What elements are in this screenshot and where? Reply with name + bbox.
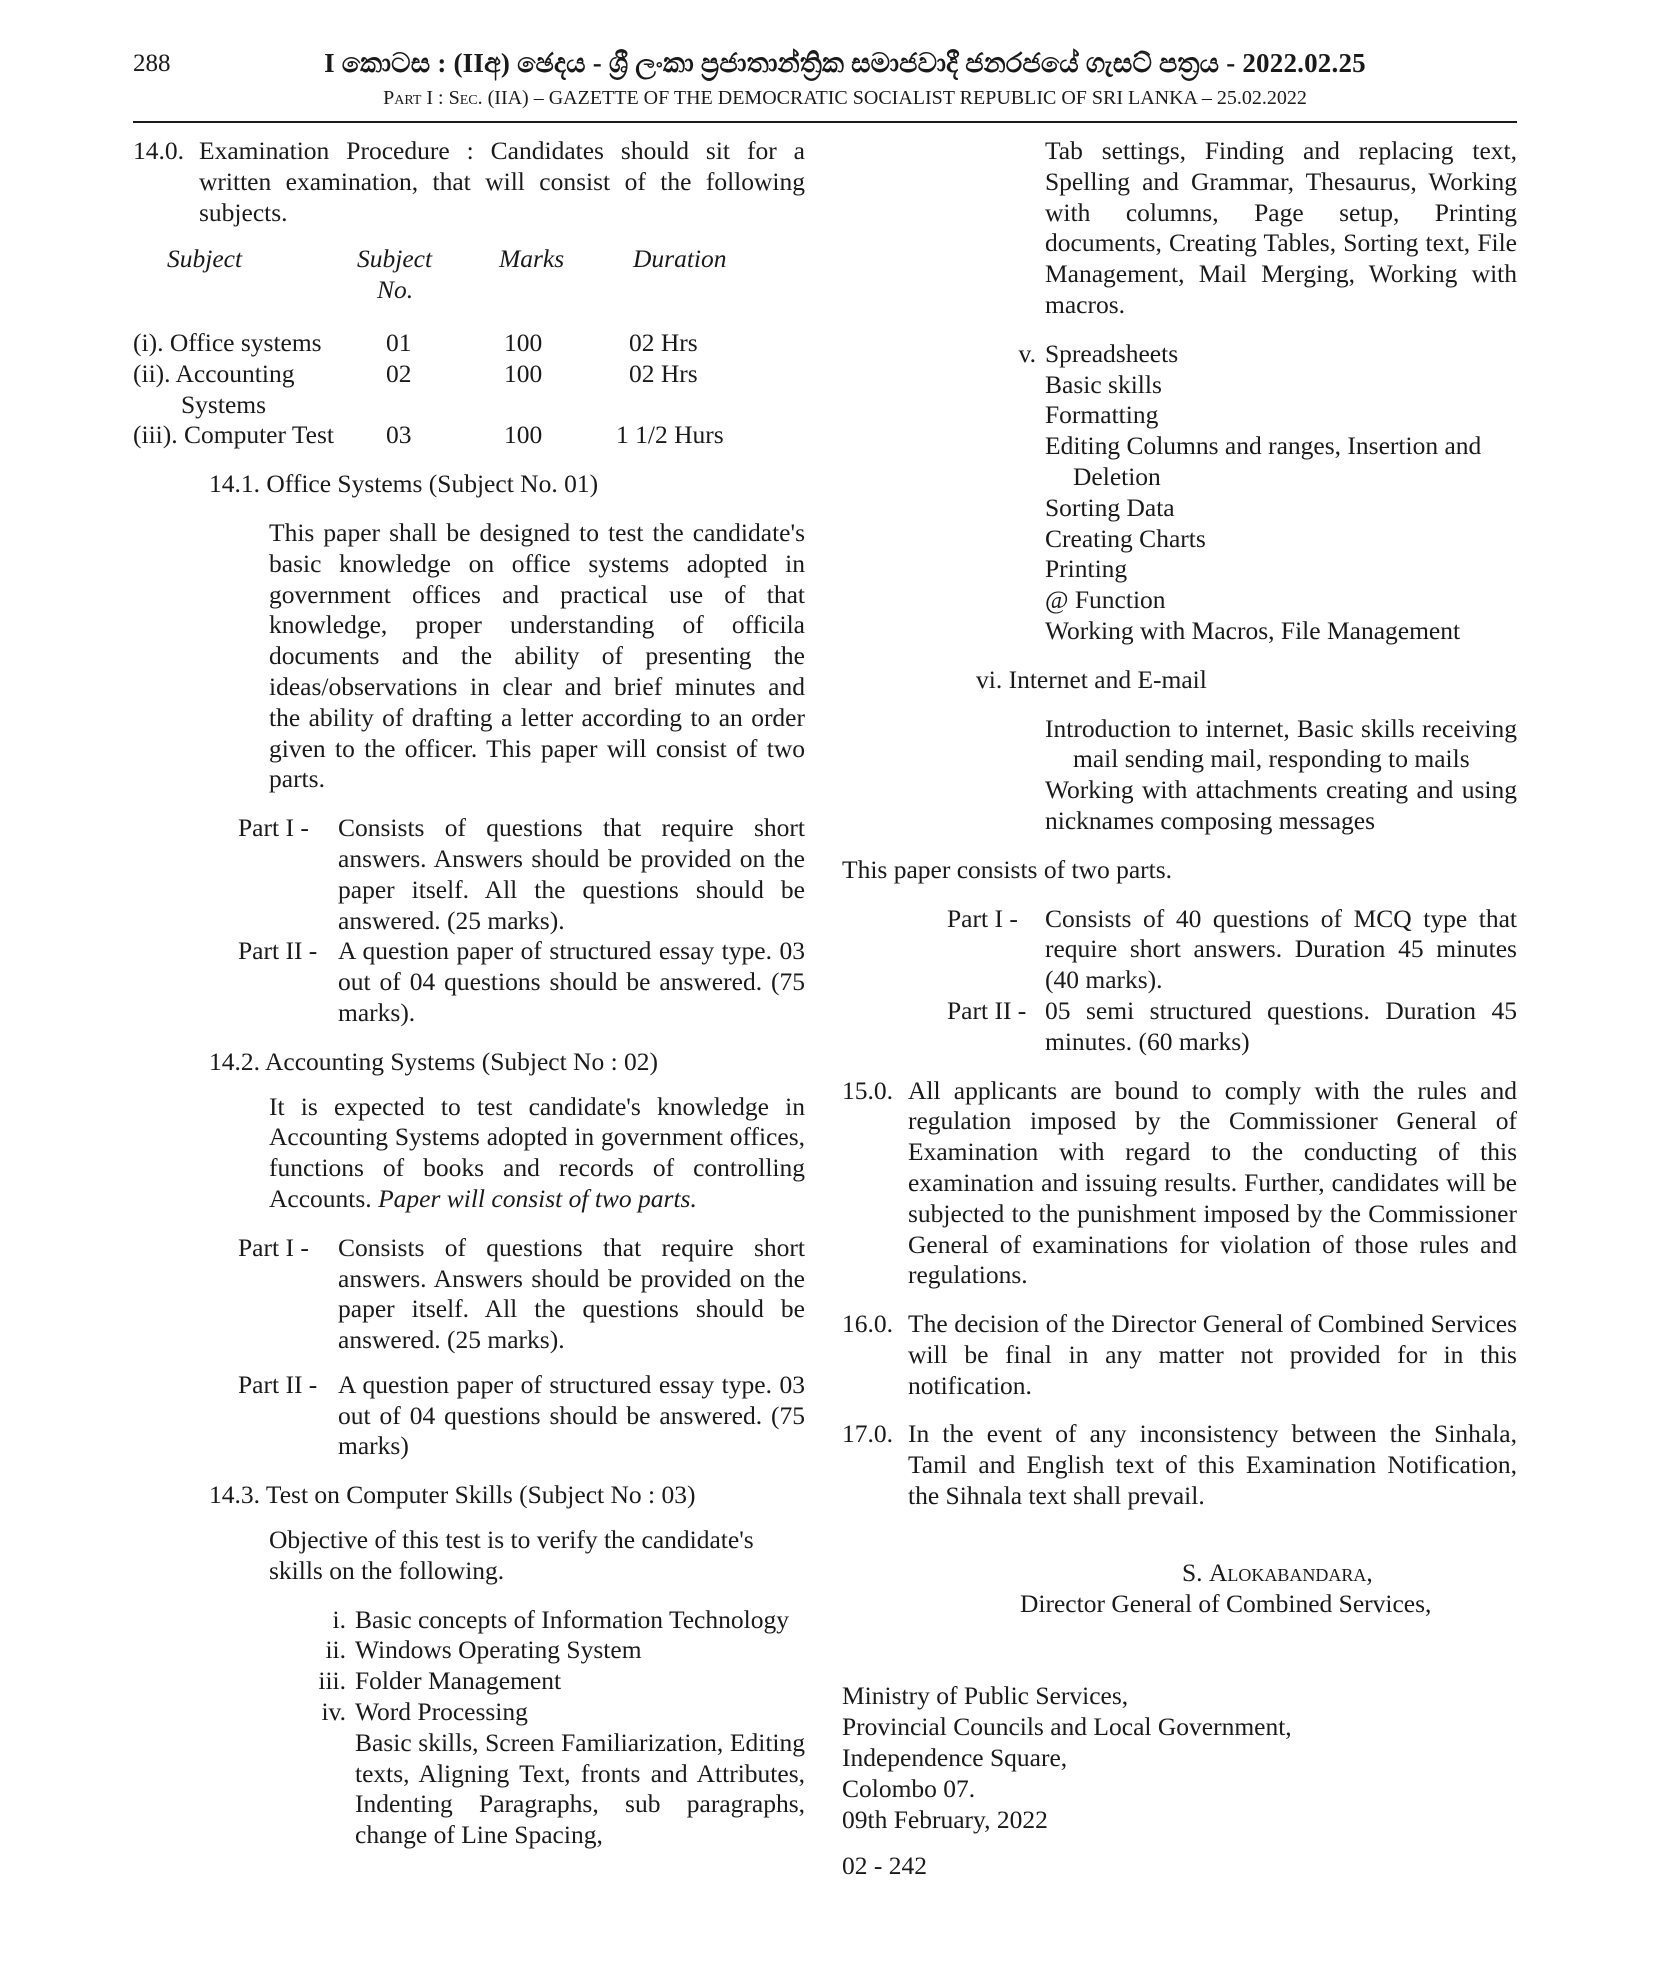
subsection-14-3-heading: 14.3. Test on Computer Skills (Subject No : 03) [209, 1480, 696, 1510]
address-line: Provincial Councils and Local Government, [842, 1712, 1292, 1742]
spreadsheet-topic: @ Function [1045, 585, 1166, 615]
section-16 [842, 1309, 1517, 1401]
cell-no: 01 [386, 327, 412, 357]
header-part-num: I : [421, 87, 449, 109]
cell-no: 02 [386, 358, 412, 388]
part-ii [238, 936, 805, 1028]
subsection-14-2-text-main: It is expected to test candidate's knowledge in Accounting Systems adopted in government offices, functions of books and records of controlling Accounts. [269, 1091, 805, 1213]
header-sec: Sec. [448, 87, 483, 109]
part-text: A question paper of structured essay type. 03 out of 04 questions should be answered. (75 marks) [338, 1369, 805, 1461]
internet-topic: Introduction to internet, Basic skills receiving mail sending mail, responding to mails [1045, 713, 1517, 774]
part-i [947, 904, 1517, 996]
list-item-text: Spreadsheets [1045, 338, 1179, 368]
section-text: The decision of the Director General of Combined Services will be final in any matter not provided for in this notification. [908, 1309, 1517, 1400]
cell-no: 03 [386, 420, 412, 450]
th-marks: Marks [499, 244, 565, 274]
subsection-14-1-heading: 14.1. Office Systems (Subject No. 01) [209, 469, 599, 499]
list-item-text: Word Processing [355, 1697, 528, 1727]
part-ii [238, 1370, 805, 1462]
table-row-continuation [133, 390, 805, 421]
subsection-14-3-text: Objective of this test is to verify the candidate's skills on the following. [269, 1525, 754, 1585]
address-line: Ministry of Public Services, [842, 1681, 1129, 1711]
page-number: 288 [133, 50, 171, 77]
word-processing-cont: Tab settings, Finding and replacing text, Spelling and Grammar, Thesaurus, Working with columns, Page setup, Printing documents, Creating Tables, Sorting text, File Management, Mail Merging, Working with macros. [1045, 136, 1517, 319]
list-item-number: i. [332, 1604, 346, 1634]
part-text: Consists of questions that require short answers. Answers should be provided on the paper itself. All the questions should be answered. (25 marks). [338, 1232, 805, 1355]
subsection-14-2-text [269, 1092, 805, 1215]
section-number: 17.0. [842, 1419, 893, 1449]
cell-subject-cont: Systems [181, 389, 267, 419]
cell-marks: 100 [504, 420, 543, 450]
address-block [842, 1681, 1517, 1835]
signatory-initial: S. [1182, 1557, 1209, 1587]
right-column [842, 136, 1517, 1882]
part-i [238, 813, 805, 936]
section-number: 15.0. [842, 1075, 893, 1105]
cell-subject: (ii). Accounting [133, 358, 295, 388]
header-part: Part [383, 87, 422, 109]
cell-subject: (iii). Computer Test [133, 420, 335, 450]
internet-email-heading: vi. Internet and E-mail [976, 664, 1207, 694]
list-item [288, 1666, 805, 1697]
signatory-title: Director General of Combined Services, [1020, 1588, 1432, 1618]
page-header [133, 44, 1517, 122]
section-number: 14.0. [133, 136, 184, 165]
internet-topic: Working with attachments creating and using nicknames composing messages [1045, 775, 1517, 835]
address-line: Independence Square, [842, 1743, 1068, 1773]
left-column [133, 136, 805, 1851]
list-item-number: ii. [325, 1635, 346, 1665]
th-subject-no-line1: Subject [357, 244, 433, 274]
section-14 [133, 136, 805, 228]
list-item-text: Basic concepts of Information Technology [355, 1604, 789, 1634]
cell-marks: 100 [504, 358, 543, 388]
header-subtitle [133, 87, 1517, 110]
list-item [288, 1605, 805, 1636]
spreadsheet-topic: Formatting [1045, 400, 1159, 430]
list-item-text: Windows Operating System [355, 1635, 642, 1665]
th-subject-no-line2: No. [377, 275, 414, 305]
header-title: I කොටස : (IIඅ) ඡෙදය - ශ්‍රී ලංකා ප්‍රජාතාන්ත්‍රික සමාජවාදී ජනරජයේ ගැසට් පත්‍රය - 2022.02.25 [324, 48, 1366, 78]
signatory-surname: Alokabandara, [1208, 1557, 1373, 1587]
cell-duration: 02 Hrs [629, 358, 698, 388]
spreadsheet-topic: Working with Macros, File Management [1045, 615, 1461, 645]
section-number: 16.0. [842, 1309, 893, 1339]
cell-duration: 02 Hrs [629, 327, 698, 357]
list-item [972, 339, 1517, 647]
list-item-number: iv. [321, 1697, 346, 1727]
section-17 [842, 1419, 1517, 1511]
part-text: Consists of questions that require short answers. Answers should be provided on the paper itself. All the questions should be answered. (25 marks). [338, 813, 805, 935]
part-text: A question paper of structured essay type. 03 out of 04 questions should be answered. (75 marks). [338, 936, 805, 1027]
address-date: 09th February, 2022 [842, 1804, 1048, 1834]
part-label: Part II - [947, 995, 1027, 1025]
spreadsheet-topic: Basic skills [1045, 369, 1162, 399]
part-label: Part I - [947, 903, 1018, 933]
part-text: Consists of 40 questions of MCQ type that require short answers. Duration 45 minutes (40 marks). [1045, 903, 1517, 995]
th-subject-no [357, 244, 499, 306]
two-parts-text: This paper consists of two parts. [842, 854, 1173, 884]
section-text: All applicants are bound to comply with the rules and regulation imposed by the Commissioner General of Examination with regard to the conducting of this examination and issuing results. Further, candidates will be subjected to the punishment imposed by the Commissioner General of examinations for violation of those rules and regulations. [908, 1075, 1517, 1290]
list-item [288, 1635, 805, 1666]
table-row [133, 420, 805, 451]
section-text: In the event of any inconsistency between the Sinhala, Tamil and English text of this Examination Notification, the Sihnala text shall prevail. [908, 1419, 1517, 1511]
list-item-body [1045, 339, 1517, 647]
list-item [288, 1697, 805, 1851]
th-duration: Duration [633, 244, 727, 274]
th-subject: Subject [167, 244, 243, 274]
subsection-14-2-text-italic: Paper will consist of two parts. [371, 1183, 697, 1213]
subjects-table-header [167, 244, 805, 306]
part-label: Part I - [238, 813, 309, 843]
cell-duration: 1 1/2 Hurs [616, 420, 724, 450]
spreadsheet-topic: Editing Columns and ranges, Insertion and Deletion [1045, 431, 1482, 491]
cell-subject: (i). Office systems [133, 327, 322, 357]
table-row [133, 328, 805, 359]
cell-marks: 100 [504, 327, 543, 357]
part-label: Part II - [238, 1369, 318, 1399]
word-processing-text: Basic skills, Screen Familiarization, Editing texts, Aligning Text, fronts and Attributes, Indenting Paragraphs, sub paragraphs, change of Line Spacing, [355, 1727, 805, 1850]
list-item-number: v. [1018, 338, 1036, 368]
header-gazette-title: (IIA) – GAZETTE OF THE DEMOCRATIC SOCIALIST REPUBLIC OF SRI LANKA – 25.02.2022 [482, 87, 1307, 109]
signatory-name [1042, 1558, 1517, 1589]
section-text: Examination Procedure : Candidates should sit for a written examination, that will consist of the following subjects. [199, 136, 805, 227]
spreadsheet-topic: Sorting Data [1045, 492, 1175, 522]
section-15 [842, 1076, 1517, 1292]
part-ii [947, 996, 1517, 1058]
list-item-body [355, 1697, 805, 1851]
subsection-14-2-heading: 14.2. Accounting Systems (Subject No : 02) [209, 1046, 659, 1076]
part-i [238, 1233, 805, 1356]
spreadsheet-topic: Printing [1045, 554, 1128, 584]
list-item-text: Folder Management [355, 1666, 562, 1696]
header-rule [133, 121, 1517, 123]
address-line: Colombo 07. [842, 1773, 976, 1803]
list-item-number: iii. [318, 1666, 346, 1696]
subsection-14-1-text: This paper shall be designed to test the candidate's basic knowledge on office systems adopted in government offices and practical use of that knowledge, proper understanding of officila documents and the ability of presenting the ideas/observations in clear and brief minutes and the ability of drafting a letter according to an order given to the officer. This paper will consist of two parts. [269, 517, 805, 794]
part-text: 05 semi structured questions. Duration 45 minutes. (60 marks) [1045, 995, 1517, 1056]
table-row [133, 359, 805, 390]
spreadsheet-topic: Creating Charts [1045, 523, 1206, 553]
part-label: Part I - [238, 1232, 309, 1262]
part-label: Part II - [238, 936, 318, 966]
reference-number: 02 - 242 [842, 1851, 927, 1881]
